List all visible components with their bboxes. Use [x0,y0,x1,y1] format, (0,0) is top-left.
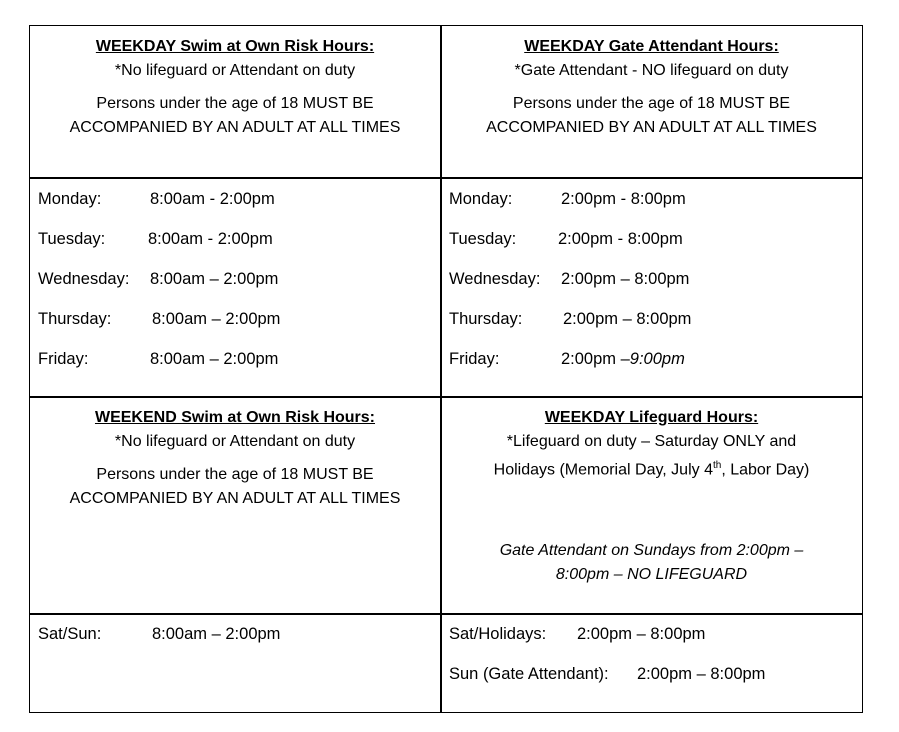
lifeguard-header [441,406,862,587]
schedule-day: Wednesday: [38,270,130,288]
lifeguard-italic-1: Gate Attendant on Sundays from 2:00pm – [499,542,804,560]
schedule-row [449,190,686,209]
weekend-own-risk-title: WEEKEND Swim at Own Risk Hours: [94,409,376,426]
schedule-row [38,310,280,329]
weekday-gate-note: *Gate Attendant - NO lifeguard on duty [514,62,789,79]
schedule-time: 2:00pm – 8:00pm [561,270,690,288]
schedule-row [449,230,683,249]
schedule-row [449,665,765,684]
hours-table [29,25,863,713]
schedule-time: 8:00am – 2:00pm [152,310,281,328]
schedule-row [449,270,689,289]
lifeguard-schedule [441,615,862,712]
schedule-time: 2:00pm - 8:00pm [561,190,686,208]
schedule-day: Sun (Gate Attendant): [449,665,609,683]
weekday-own-risk-warning-1: Persons under the age of 18 MUST BE [96,95,374,112]
weekday-own-risk-note: *No lifeguard or Attendant on duty [114,62,356,79]
schedule-day: Friday: [449,350,500,368]
row-divider [30,396,862,398]
weekend-own-risk-warning-1: Persons under the age of 18 MUST BE [96,466,374,483]
schedule-row [449,310,691,329]
schedule-time: 8:00am - 2:00pm [150,190,275,208]
schedule-row [38,350,278,369]
schedule-row [38,270,278,289]
schedule-row [38,190,275,209]
schedule-row [38,625,280,644]
schedule-day: Monday: [38,190,102,208]
schedule-time: 2:00pm – 8:00pm [637,665,766,683]
schedule-time: 2:00pm – 8:00pm [563,310,692,328]
schedule-row [38,230,273,249]
weekday-own-risk-schedule [30,179,440,396]
lifeguard-note-2-pre: Holidays (Memorial Day, July 4 [493,461,713,479]
weekday-own-risk-title: WEEKDAY Swim at Own Risk Hours: [95,38,375,55]
schedule-day: Friday: [38,350,89,368]
weekday-gate-header [441,35,862,140]
weekday-gate-warning-2: ACCOMPANIED BY AN ADULT AT ALL TIMES [486,119,817,136]
lifeguard-note-2 [441,454,862,482]
schedule-time: 2:00pm – [561,350,630,368]
lifeguard-note-2-sup: th [712,460,722,471]
weekday-own-risk-header [30,35,440,140]
weekend-own-risk-header [30,406,440,511]
schedule-day: Thursday: [38,310,112,328]
schedule-time: 8:00am - 2:00pm [148,230,273,248]
schedule-time: 8:00am – 2:00pm [150,270,279,288]
lifeguard-note-2-post: , Labor Day) [721,461,810,479]
weekend-own-risk-schedule [30,615,440,712]
lifeguard-italic-2: 8:00pm – NO LIFEGUARD [555,566,748,584]
schedule-time: 8:00am – 2:00pm [150,350,279,368]
weekday-gate-warning-1: Persons under the age of 18 MUST BE [512,95,791,112]
schedule-day: Sat/Sun: [38,625,102,643]
schedule-day: Thursday: [449,310,523,328]
weekend-own-risk-warning-2: ACCOMPANIED BY AN ADULT AT ALL TIMES [69,490,401,507]
weekend-own-risk-note: *No lifeguard or Attendant on duty [114,433,356,450]
lifeguard-note-1: *Lifeguard on duty – Saturday ONLY and [506,433,797,450]
lifeguard-title: WEEKDAY Lifeguard Hours: [544,409,759,426]
schedule-day: Monday: [449,190,513,208]
weekday-gate-title: WEEKDAY Gate Attendant Hours: [524,38,779,55]
weekday-own-risk-warning-2: ACCOMPANIED BY AN ADULT AT ALL TIMES [69,119,401,136]
schedule-row [449,625,705,644]
schedule-day: Wednesday: [449,270,541,288]
schedule-day: Tuesday: [38,230,106,248]
schedule-time-italic: 9:00pm [629,350,685,368]
schedule-row [449,350,685,369]
schedule-time: 2:00pm - 8:00pm [558,230,683,248]
weekday-gate-schedule [441,179,862,396]
schedule-time: 8:00am – 2:00pm [152,625,281,643]
schedule-day: Sat/Holidays: [449,625,547,643]
schedule-time: 2:00pm – 8:00pm [577,625,706,643]
schedule-day: Tuesday: [449,230,517,248]
